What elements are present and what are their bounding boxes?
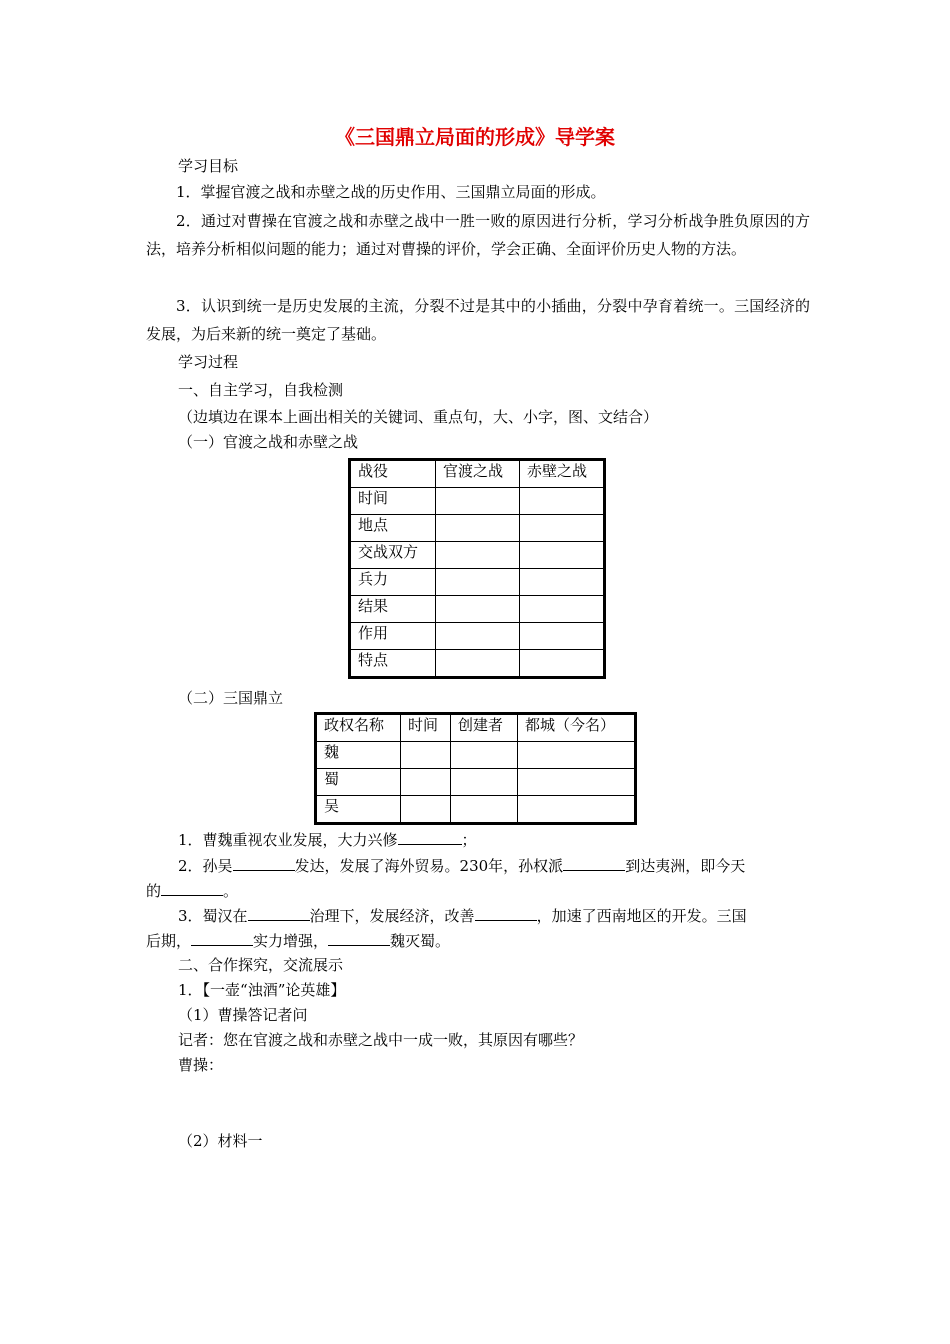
fill-text: 3．蜀汉在 bbox=[178, 907, 248, 925]
table-header-cell: 战役 bbox=[350, 460, 436, 488]
battle-table bbox=[348, 458, 606, 679]
fill-text: 。 bbox=[223, 882, 239, 900]
kingdom-table bbox=[314, 712, 637, 825]
fill-text: 的 bbox=[146, 882, 162, 900]
fill-blank[interactable] bbox=[563, 854, 625, 871]
row-label: 地点 bbox=[350, 515, 436, 542]
table-cell-blank[interactable] bbox=[436, 488, 520, 515]
table-header-cell: 都城（今名） bbox=[518, 714, 636, 742]
table-header-cell: 官渡之战 bbox=[436, 460, 520, 488]
fill-text: 到达夷洲，即今天 bbox=[625, 857, 746, 875]
question-1-heading: （1）曹操答记者问 bbox=[178, 1006, 308, 1024]
row-label: 兵力 bbox=[350, 569, 436, 596]
table-cell-blank[interactable] bbox=[520, 515, 605, 542]
table-cell-blank[interactable] bbox=[451, 769, 518, 796]
fill-question-2 bbox=[178, 854, 745, 876]
fill-question-1 bbox=[178, 828, 477, 850]
fill-blank[interactable] bbox=[248, 904, 310, 921]
table-cell-blank[interactable] bbox=[520, 596, 605, 623]
table-cell-blank[interactable] bbox=[520, 488, 605, 515]
table-row bbox=[350, 569, 605, 596]
fill-text: 发达，发展了海外贸易。230年，孙权派 bbox=[294, 857, 564, 875]
question-2-heading: （2）材料一 bbox=[178, 1132, 263, 1150]
section1-note: （边填边在课本上画出相关的关键词、重点句，大、小字，图、文结合） bbox=[178, 408, 659, 426]
objectives-heading: 学习目标 bbox=[178, 157, 239, 175]
process-heading: 学习过程 bbox=[178, 353, 239, 371]
fill-question-3-cont bbox=[146, 929, 450, 951]
fill-text: ； bbox=[461, 831, 477, 849]
table-row bbox=[316, 742, 636, 769]
table-cell-blank[interactable] bbox=[436, 650, 520, 678]
table-cell-blank[interactable] bbox=[518, 796, 636, 824]
row-label: 特点 bbox=[350, 650, 436, 678]
table-cell-blank[interactable] bbox=[436, 515, 520, 542]
row-label: 作用 bbox=[350, 623, 436, 650]
table-header-cell: 赤壁之战 bbox=[520, 460, 605, 488]
objective-3: 3．认识到统一是历史发展的主流，分裂不过是其中的小插曲，分裂中孕育着统一。三国经济的发展，为后来新的统一奠定了基础。 bbox=[146, 297, 810, 343]
table-header-cell: 创建者 bbox=[451, 714, 518, 742]
fill-blank[interactable] bbox=[233, 854, 295, 871]
table-cell-blank[interactable] bbox=[518, 742, 636, 769]
table-row bbox=[350, 542, 605, 569]
section2-heading: 二、合作探究，交流展示 bbox=[178, 956, 344, 974]
fill-question-3 bbox=[178, 904, 747, 926]
reporter-question: 记者：您在官渡之战和赤壁之战中一成一败，其原因有哪些？ bbox=[178, 1031, 584, 1049]
caocao-answer-label: 曹操： bbox=[178, 1056, 224, 1074]
table-cell-blank[interactable] bbox=[401, 742, 451, 769]
table-row bbox=[350, 596, 605, 623]
row-label: 魏 bbox=[316, 742, 401, 769]
activity-1: 1．【一壶“浊酒”论英雄】 bbox=[178, 981, 346, 999]
table-row bbox=[350, 515, 605, 542]
table-header-row bbox=[316, 714, 636, 742]
table-row bbox=[316, 769, 636, 796]
table-header-row bbox=[350, 460, 605, 488]
table-cell-blank[interactable] bbox=[451, 742, 518, 769]
sub2-heading: （二）三国鼎立 bbox=[178, 689, 284, 707]
table-cell-blank[interactable] bbox=[436, 596, 520, 623]
row-label: 交战双方 bbox=[350, 542, 436, 569]
table-row bbox=[316, 796, 636, 824]
table-header-cell: 政权名称 bbox=[316, 714, 401, 742]
fill-blank[interactable] bbox=[398, 828, 462, 845]
sub1-heading: （一）官渡之战和赤壁之战 bbox=[178, 433, 359, 451]
table-cell-blank[interactable] bbox=[520, 623, 605, 650]
table-row bbox=[350, 488, 605, 515]
table-cell-blank[interactable] bbox=[518, 769, 636, 796]
row-label: 结果 bbox=[350, 596, 436, 623]
table-cell-blank[interactable] bbox=[436, 623, 520, 650]
fill-blank[interactable] bbox=[475, 904, 537, 921]
fill-text: 2．孙吴 bbox=[178, 857, 233, 875]
row-label: 吴 bbox=[316, 796, 401, 824]
objective-1: 1．掌握官渡之战和赤壁之战的历史作用、三国鼎立局面的形成。 bbox=[176, 183, 606, 201]
table-cell-blank[interactable] bbox=[401, 769, 451, 796]
fill-blank[interactable] bbox=[161, 879, 223, 896]
fill-text: 魏灭蜀。 bbox=[390, 932, 451, 950]
table-cell-blank[interactable] bbox=[401, 796, 451, 824]
fill-text: 治理下，发展经济，改善 bbox=[309, 907, 475, 925]
table-row bbox=[350, 623, 605, 650]
fill-text: 实力增强， bbox=[253, 932, 329, 950]
objective-2: 2．通过对曹操在官渡之战和赤壁之战中一胜一败的原因进行分析，学习分析战争胜负原因的方法，培养分析相似问题的能力；通过对曹操的评价，学会正确、全面评价历史人物的方法。 bbox=[146, 212, 810, 258]
table-cell-blank[interactable] bbox=[451, 796, 518, 824]
table-cell-blank[interactable] bbox=[520, 542, 605, 569]
fill-blank[interactable] bbox=[328, 929, 390, 946]
page-title: 《三国鼎立局面的形成》导学案 bbox=[335, 125, 615, 149]
table-cell-blank[interactable] bbox=[436, 569, 520, 596]
table-header-cell: 时间 bbox=[401, 714, 451, 742]
row-label: 时间 bbox=[350, 488, 436, 515]
fill-question-2-cont bbox=[146, 879, 238, 901]
table-cell-blank[interactable] bbox=[436, 542, 520, 569]
section1-heading: 一、自主学习，自我检测 bbox=[178, 381, 344, 399]
table-row bbox=[350, 650, 605, 678]
table-cell-blank[interactable] bbox=[520, 569, 605, 596]
fill-text: 后期， bbox=[146, 932, 192, 950]
fill-text: 1．曹魏重视农业发展，大力兴修 bbox=[178, 831, 398, 849]
row-label: 蜀 bbox=[316, 769, 401, 796]
fill-text: ，加速了西南地区的开发。三国 bbox=[536, 907, 747, 925]
fill-blank[interactable] bbox=[191, 929, 253, 946]
table-cell-blank[interactable] bbox=[520, 650, 605, 678]
